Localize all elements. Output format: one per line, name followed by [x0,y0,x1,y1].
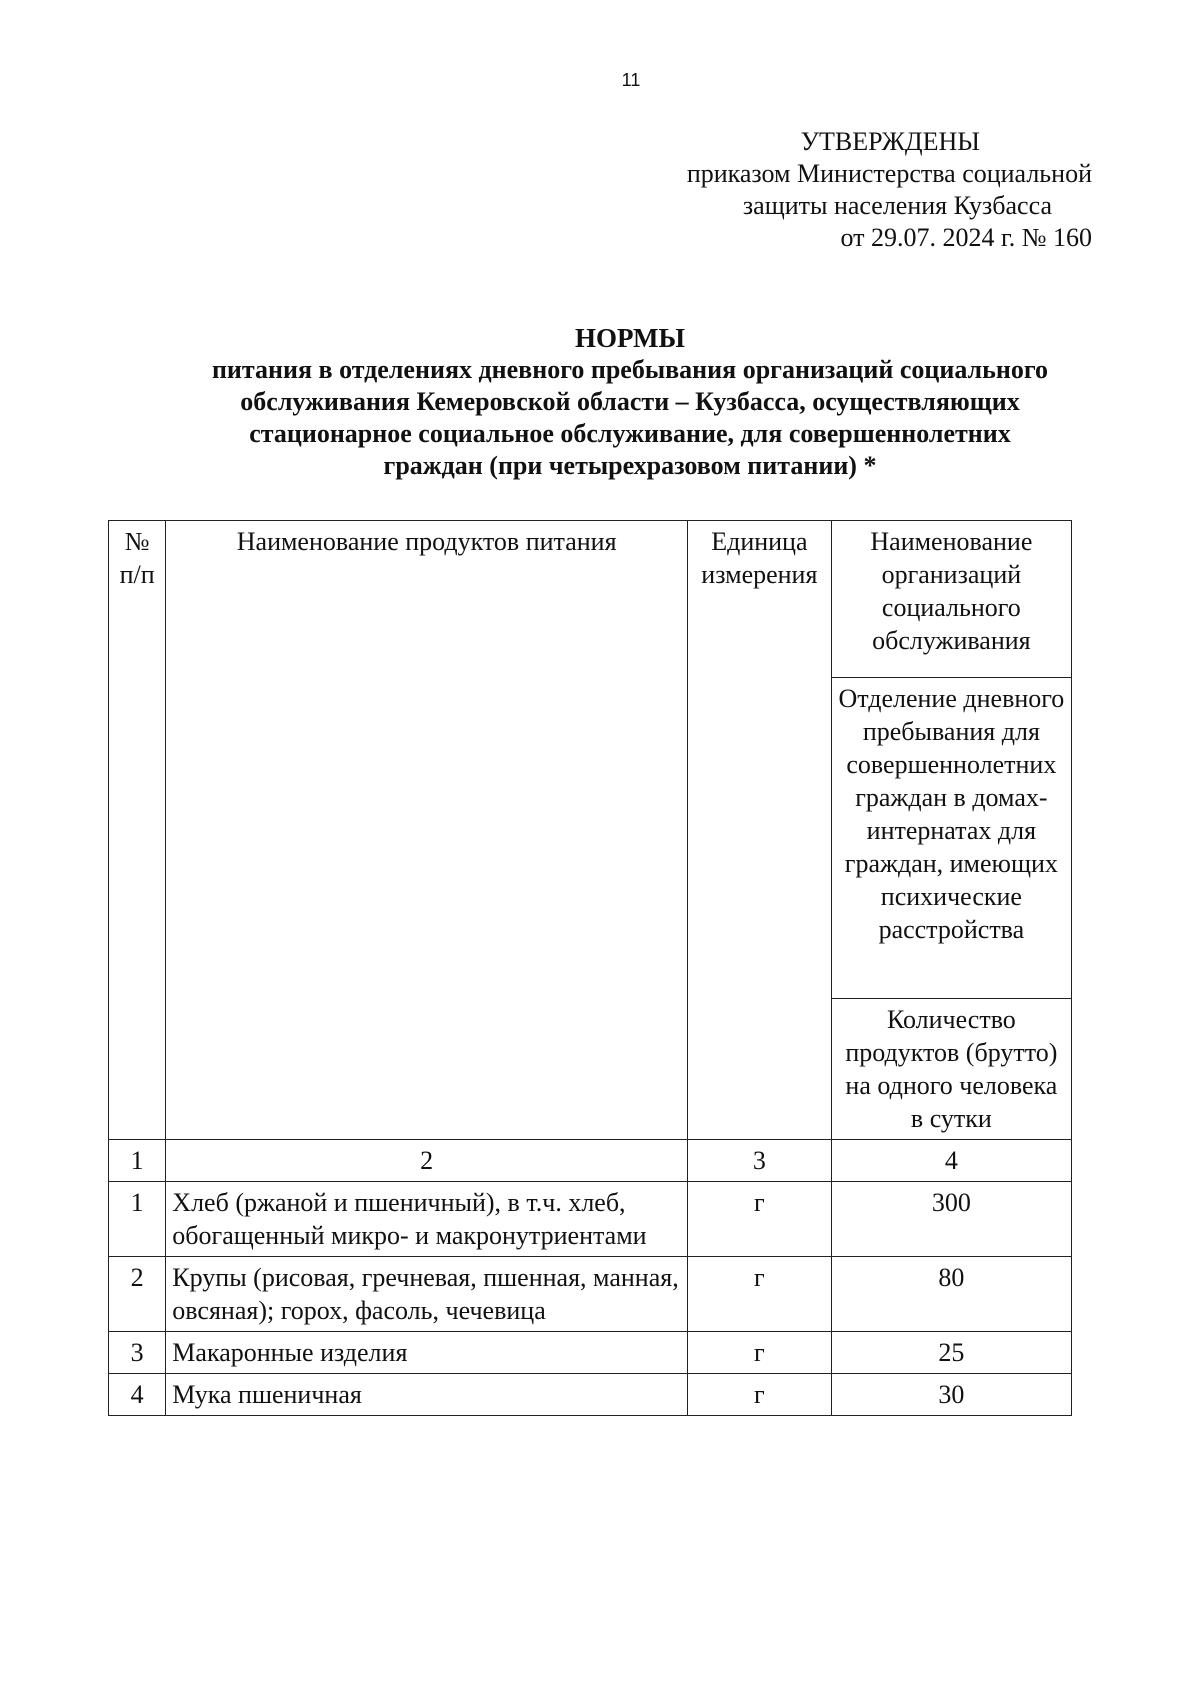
header-row [109,521,1072,678]
header-dept: Отделение дневного пребывания для совершеннолетних граждан в домах-интернатах для граждан, имеющих психические расстройства [831,678,1071,999]
row-qty: 25 [831,1332,1071,1374]
row-num: 1 [109,1182,166,1257]
row-num: 2 [109,1257,166,1332]
row-unit: г [688,1332,832,1374]
approval-line-1: УТВЕРЖДЕНЫ [800,127,980,156]
header-unit: Единица измерения [688,521,832,1140]
title-line-4: граждан (при четырехразовом питании) * [383,451,877,480]
row-name: Хлеб (ржаной и пшеничный), в т.ч. хлеб, обогащенный микро- и макронутриентами [166,1182,688,1257]
row-num: 3 [109,1332,166,1374]
index-cell-3: 3 [688,1140,832,1182]
index-cell-4: 4 [831,1140,1071,1182]
row-name: Мука пшеничная [166,1374,688,1416]
header-name: Наименование продуктов питания [166,521,688,1140]
title-line-1: питания в отделениях дневного пребывания организаций социального [211,355,1049,384]
index-row [109,1140,1072,1182]
approval-line-4: от 29.07. 2024 г. № 160 [840,223,1092,252]
row-num: 4 [109,1374,166,1416]
approval-line-3: защиты населения Кузбасса [742,191,1052,220]
row-unit: г [688,1257,832,1332]
row-name: Макаронные изделия [166,1332,688,1374]
document-title [140,322,1120,482]
index-cell-1: 1 [109,1140,166,1182]
row-qty: 30 [831,1374,1071,1416]
index-cell-2: 2 [166,1140,688,1182]
row-unit: г [688,1182,832,1257]
row-name: Крупы (рисовая, гречневая, пшенная, манная, овсяная); горох, фасоль, чечевица [166,1257,688,1332]
table-row [109,1374,1072,1416]
row-qty: 300 [831,1182,1071,1257]
page-number: 11 [621,70,641,90]
header-org: Наименование организаций социального обслуживания [831,521,1071,678]
table-row [109,1182,1072,1257]
approval-line-2: приказом Министерства социальной [686,159,1092,188]
title-line-2: обслуживания Кемеровской области – Кузбасса, осуществляющих [240,387,1020,416]
approval-block [572,126,1092,254]
header-num: № п/п [109,521,166,1140]
header-qty: Количество продуктов (брутто) на одного человека в сутки [831,999,1071,1140]
table-row [109,1332,1072,1374]
table-row [109,1257,1072,1332]
row-qty: 80 [831,1257,1071,1332]
row-unit: г [688,1374,832,1416]
title-line-3: стационарное социальное обслуживание, для совершеннолетних [249,419,1011,448]
norms-table [108,520,1072,1416]
title-main: НОРМЫ [575,323,685,353]
